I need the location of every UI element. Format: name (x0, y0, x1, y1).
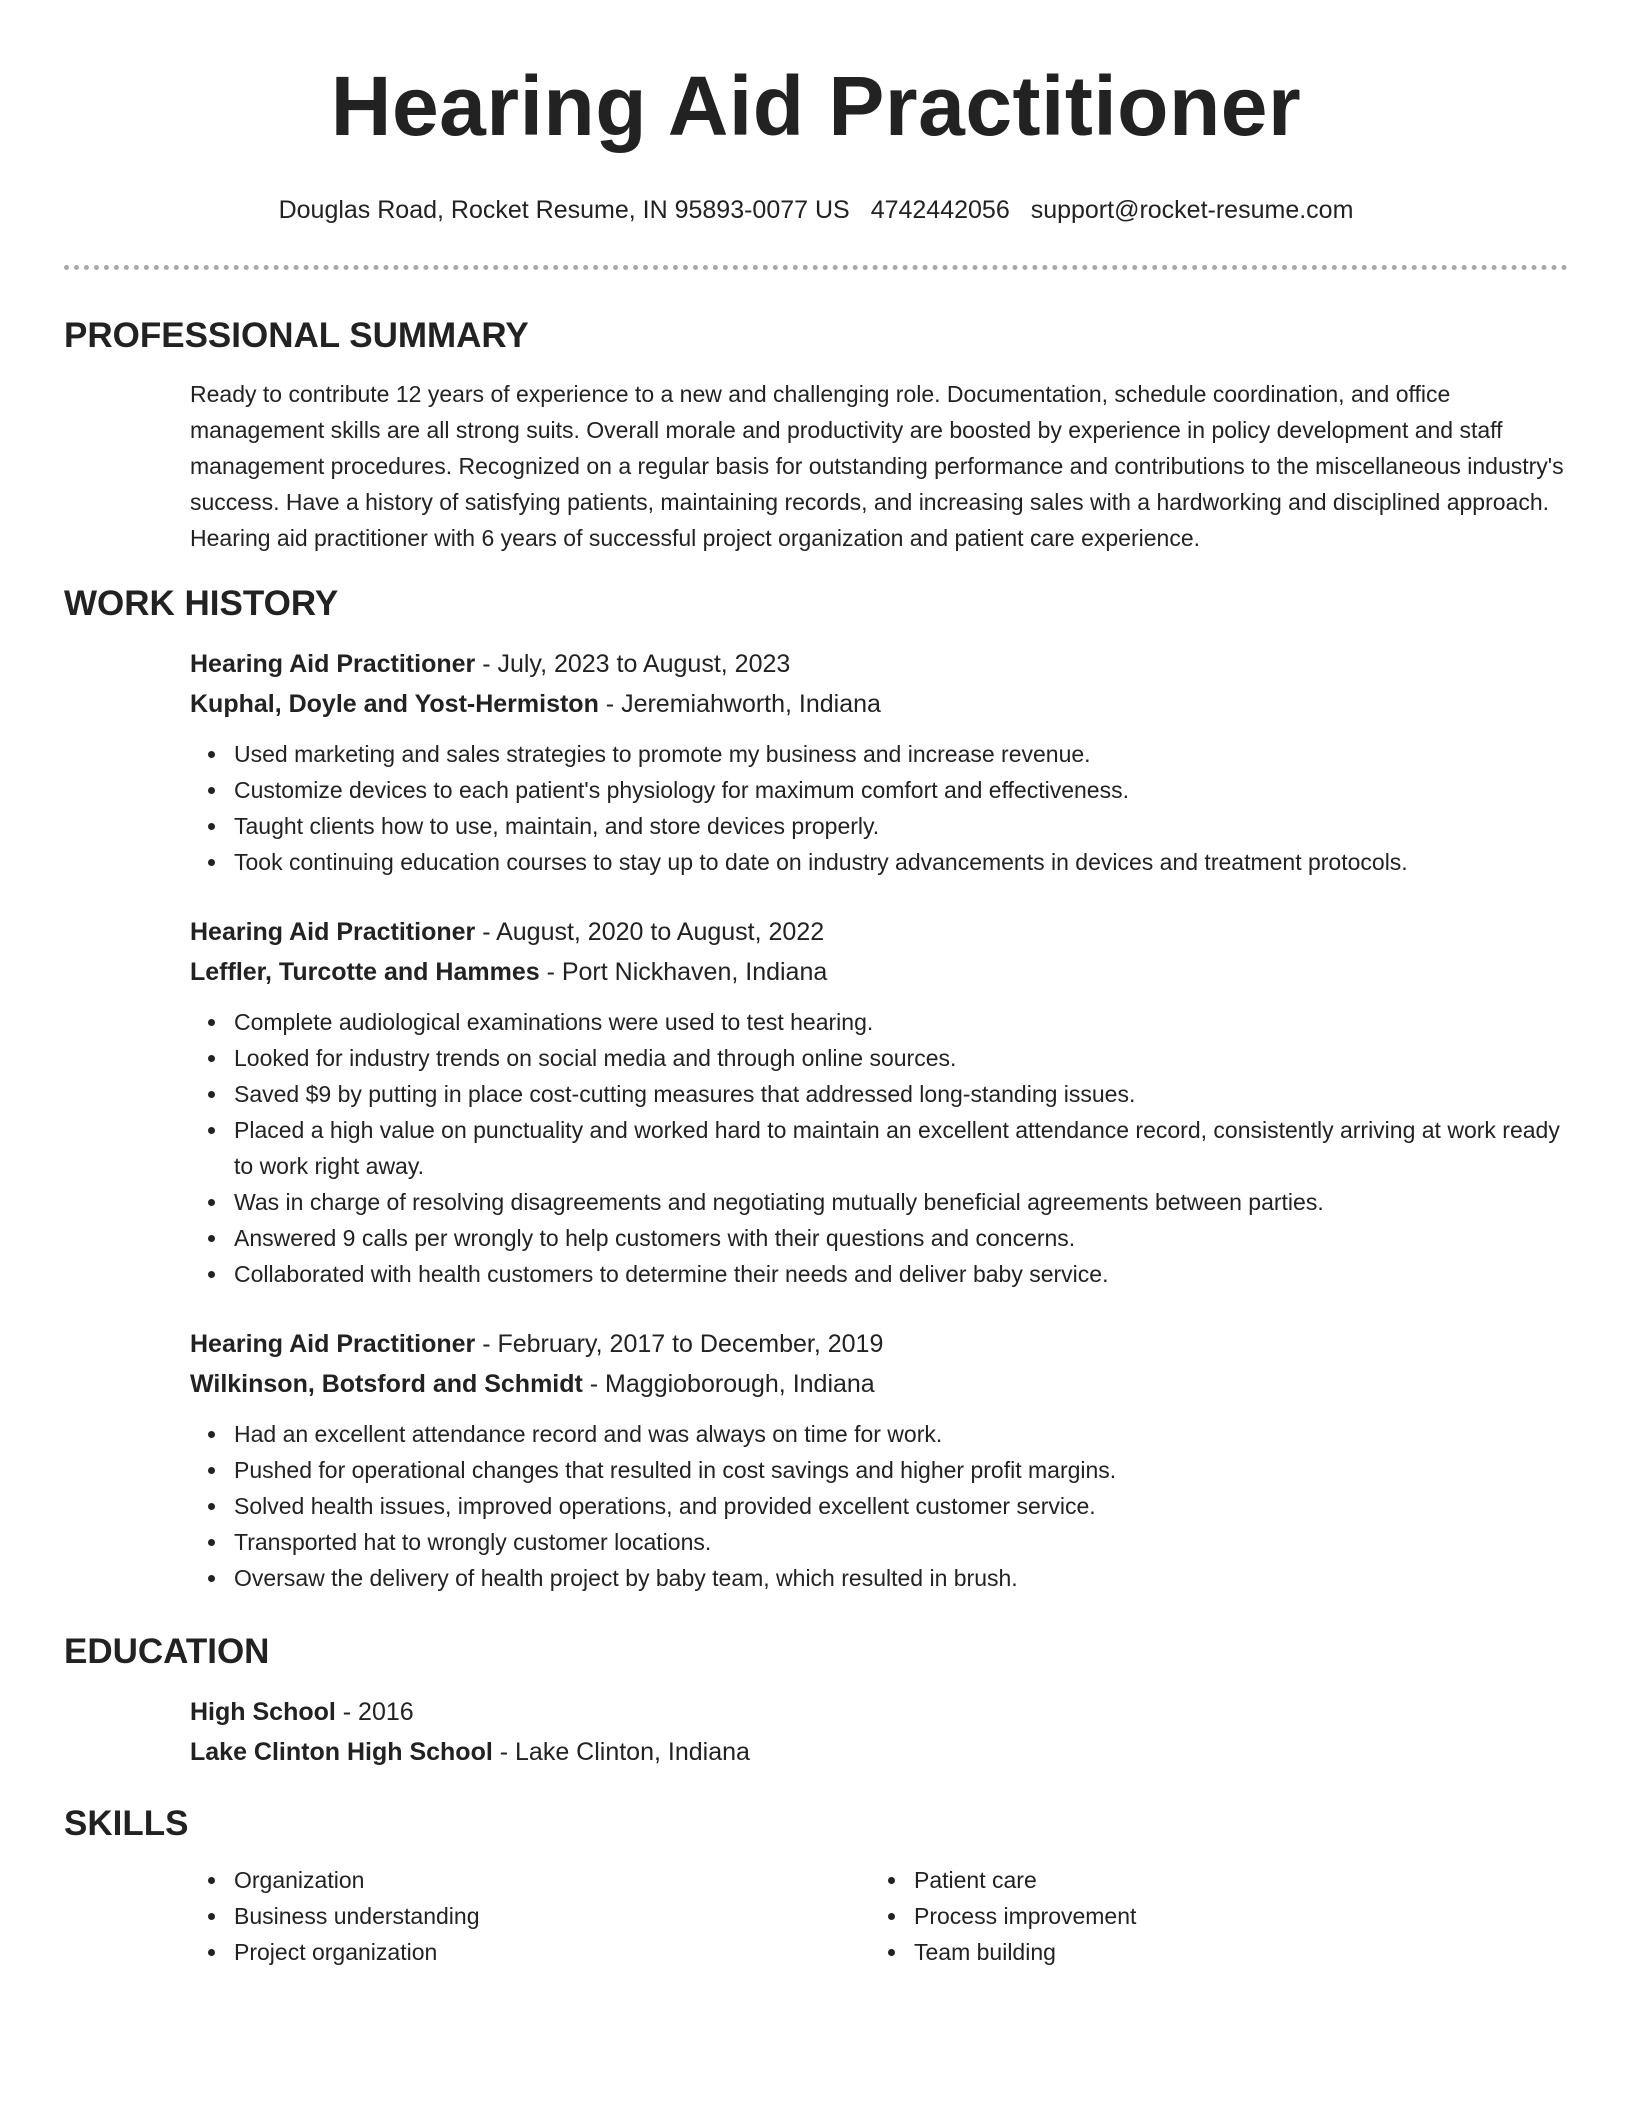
job-bullets (190, 736, 1568, 880)
section-title-summary: PROFESSIONAL SUMMARY (64, 316, 529, 355)
section-title-education: EDUCATION (64, 1632, 270, 1671)
job-bullets (190, 1004, 1568, 1292)
job-company: Wilkinson, Botsford and Schmidt (190, 1370, 583, 1398)
header-divider (64, 265, 1568, 270)
job-dates: - February, 2017 to December, 2019 (475, 1330, 884, 1358)
education-location: - Lake Clinton, Indiana (492, 1738, 750, 1766)
contact-address: Douglas Road, Rocket Resume, IN 95893-0077 US (278, 196, 850, 224)
job-bullet: Collaborated with health customers to determine their needs and deliver baby service. (234, 1256, 1568, 1292)
job-company-line (190, 1364, 1568, 1404)
education-entry (190, 1692, 1568, 1772)
resume-name: Hearing Aid Practitioner (330, 59, 1302, 153)
skills-column-right (870, 1862, 1470, 1970)
job-location: - Maggioborough, Indiana (582, 1370, 875, 1398)
job-title-line (190, 912, 1568, 952)
job-bullet: Took continuing education courses to stay up to date on industry advancements in devices and treatment protocols. (234, 844, 1568, 880)
job-bullet: Customize devices to each patient's physiology for maximum comfort and effectiveness. (234, 772, 1568, 808)
contact-line (64, 192, 1568, 228)
job-role: Hearing Aid Practitioner (190, 1330, 476, 1358)
job-bullet: Solved health issues, improved operations, and provided excellent customer service. (234, 1488, 1568, 1524)
job-title-line (190, 1324, 1568, 1364)
contact-phone: 4742442056 (870, 196, 1010, 224)
job-entry (190, 644, 1568, 880)
job-bullet: Taught clients how to use, maintain, and store devices properly. (234, 808, 1568, 844)
job-company: Leffler, Turcotte and Hammes (190, 958, 540, 986)
skill-item: Process improvement (914, 1898, 1470, 1934)
skill-item: Project organization (234, 1934, 870, 1970)
job-company-line (190, 684, 1568, 724)
job-bullet: Answered 9 calls per wrongly to help customers with their questions and concerns. (234, 1220, 1568, 1256)
job-entry (190, 912, 1568, 1292)
skill-item: Patient care (914, 1862, 1470, 1898)
job-bullet: Transported hat to wrongly customer locations. (234, 1524, 1568, 1560)
skills-column-left (190, 1862, 870, 1970)
education-year: - 2016 (335, 1698, 414, 1726)
job-bullet: Was in charge of resolving disagreements and negotiating mutually beneficial agreements between parties. (234, 1184, 1568, 1220)
job-bullet: Oversaw the delivery of health project by baby team, which resulted in brush. (234, 1560, 1568, 1596)
job-bullet: Pushed for operational changes that resulted in cost savings and higher profit margins. (234, 1452, 1568, 1488)
job-bullet: Complete audiological examinations were used to test hearing. (234, 1004, 1568, 1040)
education-school-line (190, 1732, 1568, 1772)
job-dates: - July, 2023 to August, 2023 (475, 650, 791, 678)
job-bullet: Placed a high value on punctuality and worked hard to maintain an excellent attendance record, consistently arriving at work ready to work right away. (234, 1112, 1568, 1184)
section-title-work-history: WORK HISTORY (64, 584, 339, 623)
education-degree-line (190, 1692, 1568, 1732)
job-company-line (190, 952, 1568, 992)
job-bullet: Had an excellent attendance record and was always on time for work. (234, 1416, 1568, 1452)
job-company: Kuphal, Doyle and Yost-Hermiston (190, 690, 599, 718)
job-role: Hearing Aid Practitioner (190, 650, 476, 678)
education-school: Lake Clinton High School (190, 1738, 493, 1766)
summary-text: Ready to contribute 12 years of experience to a new and challenging role. Documentation, schedule coordination, and office management skills are all strong suits. Overall morale and productivity are boosted by experience in policy development and staff management procedures. Recognized on a regular basis for outstanding performance and contributions to the miscellaneous industry's success. Have a history of satisfying patients, maintaining records, and increasing sales with a hardworking and disciplined approach. Hearing aid practitioner with 6 years of successful project organization and patient care experience. (190, 381, 1564, 551)
job-bullet: Looked for industry trends on social media and through online sources. (234, 1040, 1568, 1076)
skill-item: Business understanding (234, 1898, 870, 1934)
skill-item: Organization (234, 1862, 870, 1898)
section-title-skills: SKILLS (64, 1804, 189, 1843)
job-bullet: Saved $9 by putting in place cost-cutting measures that addressed long-standing issues. (234, 1076, 1568, 1112)
job-dates: - August, 2020 to August, 2022 (475, 918, 825, 946)
job-role: Hearing Aid Practitioner (190, 918, 476, 946)
contact-email: support@rocket-resume.com (1030, 196, 1354, 224)
job-bullet: Used marketing and sales strategies to promote my business and increase revenue. (234, 736, 1568, 772)
skill-item: Team building (914, 1934, 1470, 1970)
job-location: - Jeremiahworth, Indiana (598, 690, 881, 718)
job-location: - Port Nickhaven, Indiana (539, 958, 828, 986)
skills-grid (190, 1862, 1568, 1970)
job-entry (190, 1324, 1568, 1596)
education-degree: High School (190, 1698, 336, 1726)
job-bullets (190, 1416, 1568, 1596)
job-title-line (190, 644, 1568, 684)
